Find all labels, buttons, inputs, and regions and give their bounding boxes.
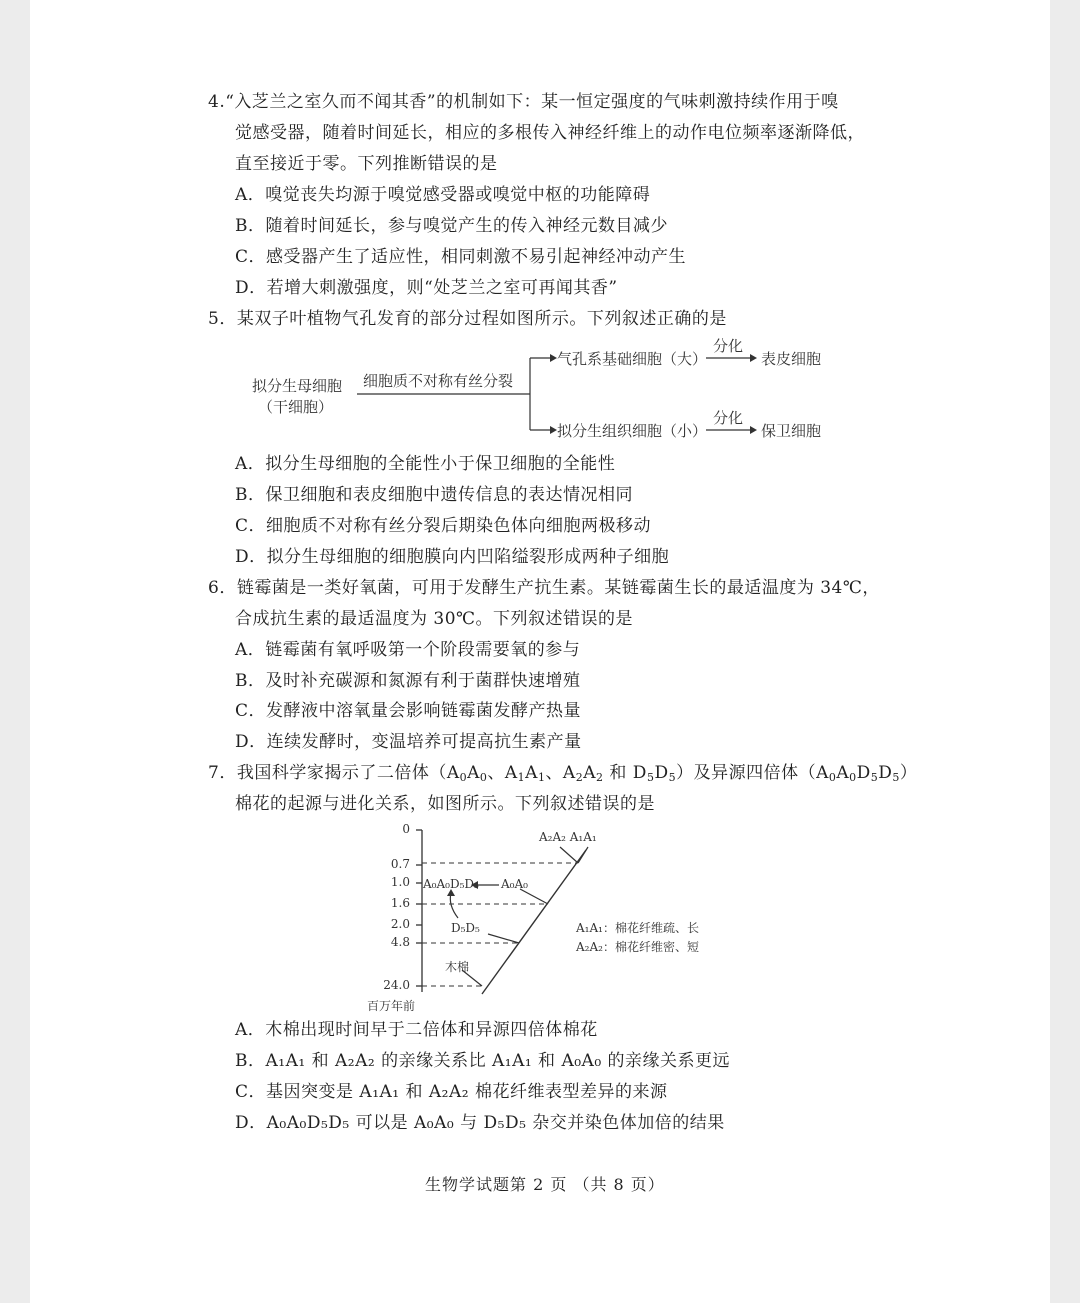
q6-option-c: C．发酵液中溶氧量会影响链霉菌发酵产热量 — [235, 701, 582, 721]
label-a2a2-a1a1: A₂A₂ A₁A₁ — [539, 830, 597, 844]
label-d5d5: D₅D₅ — [451, 921, 480, 935]
upper-cell: 气孔系基础细胞（大） — [557, 350, 708, 368]
label-a0a0: A₀A₀ — [501, 877, 528, 891]
tick-2-0: 2.0 — [390, 917, 410, 931]
tick-0: 0 — [402, 822, 410, 836]
label-tetraploid: A₀A₀D₅D₅ — [423, 877, 479, 891]
q5-option-d: D．拟分生母细胞的细胞膜向内凹陷缢裂形成两种子细胞 — [235, 547, 670, 567]
q7-diagram-lines — [30, 0, 1050, 1020]
upper-result: 表皮细胞 — [761, 350, 822, 368]
tick-1-0: 1.0 — [390, 875, 410, 889]
time-unit: 百万年前 — [367, 999, 416, 1013]
legend-a2a2: A₂A₂：棉花纤维密、短 — [576, 940, 699, 954]
q5-option-a: A．拟分生母细胞的全能性小于保卫细胞的全能性 — [235, 454, 616, 474]
tick-24-0: 24.0 — [383, 978, 410, 992]
diff-label-lower: 分化 — [713, 409, 744, 427]
q5-stem: 5．某双子叶植物气孔发育的部分过程如图所示。下列叙述正确的是 — [208, 309, 727, 329]
source-cell: 拟分生母细胞 — [252, 377, 343, 395]
page-footer: 生物学试题第 2 页 （共 8 页） — [425, 1175, 665, 1194]
q4-option-b: B．随着时间延长，参与嗅觉产生的传入神经元数目减少 — [235, 216, 668, 236]
exam-page — [30, 0, 1050, 1303]
q7-option-d: D．A₀A₀D₅D₅ 可以是 A₀A₀ 与 D₅D₅ 杂交并染色体加倍的结果 — [235, 1113, 725, 1133]
process-label: 细胞质不对称有丝分裂 — [363, 372, 514, 390]
tick-4-8: 4.8 — [390, 935, 410, 949]
q7-option-a: A．木棉出现时间早于二倍体和异源四倍体棉花 — [235, 1020, 598, 1040]
q7-option-b: B．A₁A₁ 和 A₂A₂ 的亲缘关系比 A₁A₁ 和 A₀A₀ 的亲缘关系更远 — [235, 1051, 731, 1071]
lower-cell: 拟分生组织细胞（小） — [557, 422, 708, 440]
q4-stem-line-1: 4.“入芝兰之室久而不闻其香”的机制如下：某一恒定强度的气味刺激持续作用于嗅 — [208, 92, 839, 112]
q4-stem-line-2: 觉感受器，随着时间延长，相应的多根传入神经纤维上的动作电位频率逐渐降低， — [235, 123, 865, 143]
q4-option-d: D．若增大刺激强度，则“处芝兰之室可再闻其香” — [235, 278, 618, 298]
lower-result: 保卫细胞 — [761, 422, 822, 440]
q5-option-c: C．细胞质不对称有丝分裂后期染色体向细胞两极移动 — [235, 516, 652, 536]
q4-option-c: C．感受器产生了适应性，相同刺激不易引起神经冲动产生 — [235, 247, 687, 267]
source-cell-note: （干细胞） — [258, 398, 334, 416]
q4-stem-line-3: 直至接近于零。下列推断错误的是 — [235, 154, 498, 174]
label-mumian: 木棉 — [445, 960, 470, 974]
q4-option-a: A．嗅觉丧失均源于嗅觉感受器或嗅觉中枢的功能障碍 — [235, 185, 651, 205]
q7-stem-line-2: 棉花的起源与进化关系，如图所示。下列叙述错误的是 — [235, 794, 655, 814]
q5-option-b: B．保卫细胞和表皮细胞中遗传信息的表达情况相同 — [235, 485, 633, 505]
legend-a1a1: A₁A₁：棉花纤维疏、长 — [576, 921, 699, 935]
q6-option-d: D．连续发酵时，变温培养可提高抗生素产量 — [235, 732, 582, 752]
main-lineage — [482, 850, 586, 994]
q6-option-a: A．链霉菌有氧呼吸第一个阶段需要氧的参与 — [235, 640, 581, 660]
tick-1-6: 1.6 — [390, 896, 410, 910]
q6-option-b: B．及时补充碳源和氮源有利于菌群快速增殖 — [235, 671, 581, 691]
q7-option-c: C．基因突变是 A₁A₁ 和 A₂A₂ 棉花纤维表型差异的来源 — [235, 1082, 668, 1102]
diff-label-upper: 分化 — [713, 337, 744, 355]
q6-stem-line-1: 6．链霉菌是一类好氧菌，可用于发酵生产抗生素。某链霉菌生长的最适温度为 34℃， — [208, 578, 880, 598]
q6-stem-line-2: 合成抗生素的最适温度为 30℃。下列叙述错误的是 — [235, 609, 634, 629]
q7-stem-line-1: 7．我国科学家揭示了二倍体（$A_0A_0$、$A_1A_1$、$A_2A_2$ 和 $D_5D_5$）及异源四倍体$(A_0A_0D_5D_5)$ — [208, 763, 918, 784]
tick-0-7: 0.7 — [390, 857, 410, 871]
